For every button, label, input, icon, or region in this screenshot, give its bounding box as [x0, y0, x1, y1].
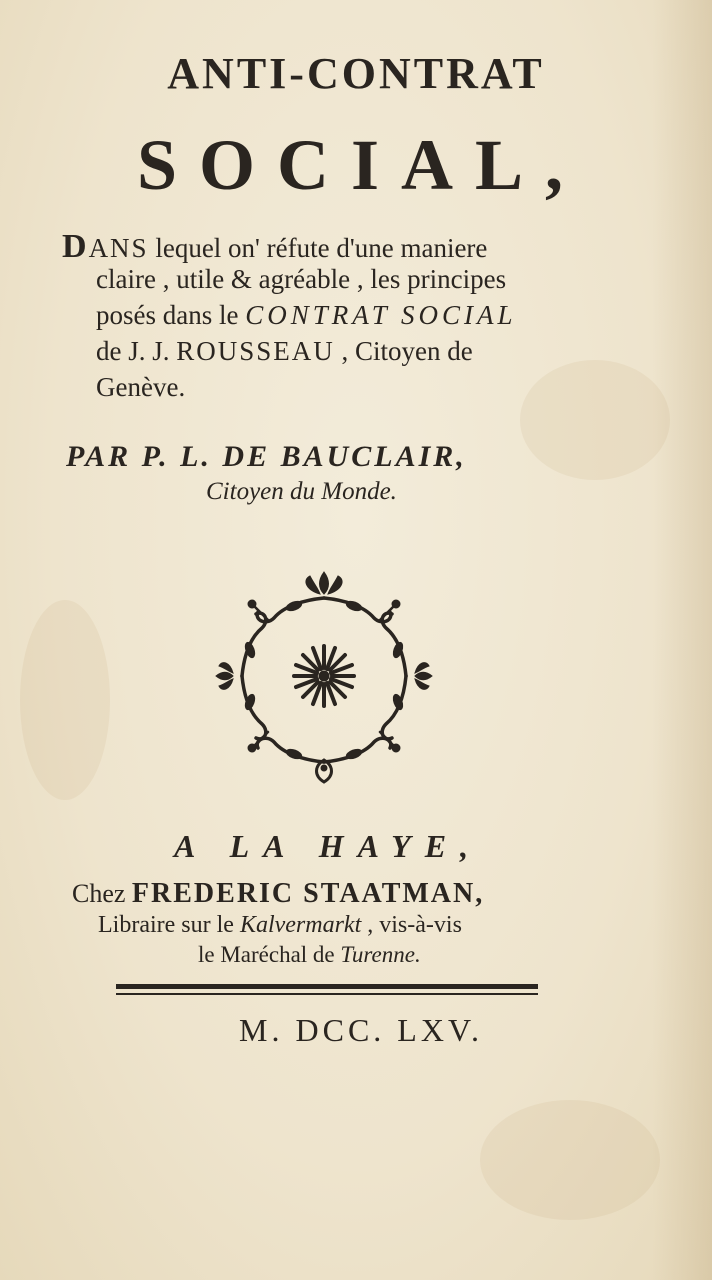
imprint-address-end: , vis-à-vis: [361, 912, 462, 938]
description-line-2: claire , utile & agréable , les principes: [96, 264, 507, 294]
imprint-street: Kalvermarkt: [239, 912, 362, 938]
description-line-3-text: posés dans le: [96, 300, 246, 330]
rousseau-name: ROUSSEAU: [176, 336, 335, 366]
double-rule-thick: [116, 984, 538, 989]
description-line-1-text: lequel on' réfute d'une maniere: [148, 233, 488, 263]
imprint-place: A LA HAYE,: [174, 828, 483, 864]
imprint-landmark-name: Turenne.: [340, 942, 421, 967]
description-line-4-end: , Citoyen de: [334, 336, 473, 366]
author-subtitle: Citoyen du Monde.: [206, 478, 397, 505]
title-line-2: SOCIAL,: [136, 125, 586, 205]
contrat-social-reference: CONTRAT SOCIAL: [245, 300, 517, 330]
imprint-chez: Chez: [72, 879, 132, 908]
description-line-5: Genève.: [96, 372, 186, 402]
floral-ornament-icon: [214, 566, 434, 786]
publisher-name: FREDERIC STAATMAN,: [131, 878, 485, 909]
dropcap: D: [62, 228, 89, 265]
paper-stain: [480, 1100, 660, 1220]
imprint-address-start: Libraire sur le: [98, 912, 240, 938]
author-byline: PAR P. L. DE BAUCLAIR,: [66, 440, 467, 473]
imprint-landmark-start: le Maréchal de: [198, 942, 341, 967]
paper-stain: [20, 600, 110, 800]
double-rule-thin: [116, 993, 538, 995]
publication-year: M. DCC. LXV.: [239, 1012, 483, 1048]
imprint-publisher-line: [72, 878, 712, 910]
description-line-4-start: de J. J.: [96, 336, 177, 366]
description-line-1: [62, 228, 712, 266]
description-line-4: [96, 336, 712, 367]
description-line-3: [96, 300, 712, 331]
dropcap-continuation: ANS: [88, 233, 149, 263]
title-line-1: ANTI-CONTRAT: [167, 49, 545, 98]
imprint-landmark-line: [198, 942, 712, 968]
imprint-address-line: [98, 912, 712, 939]
